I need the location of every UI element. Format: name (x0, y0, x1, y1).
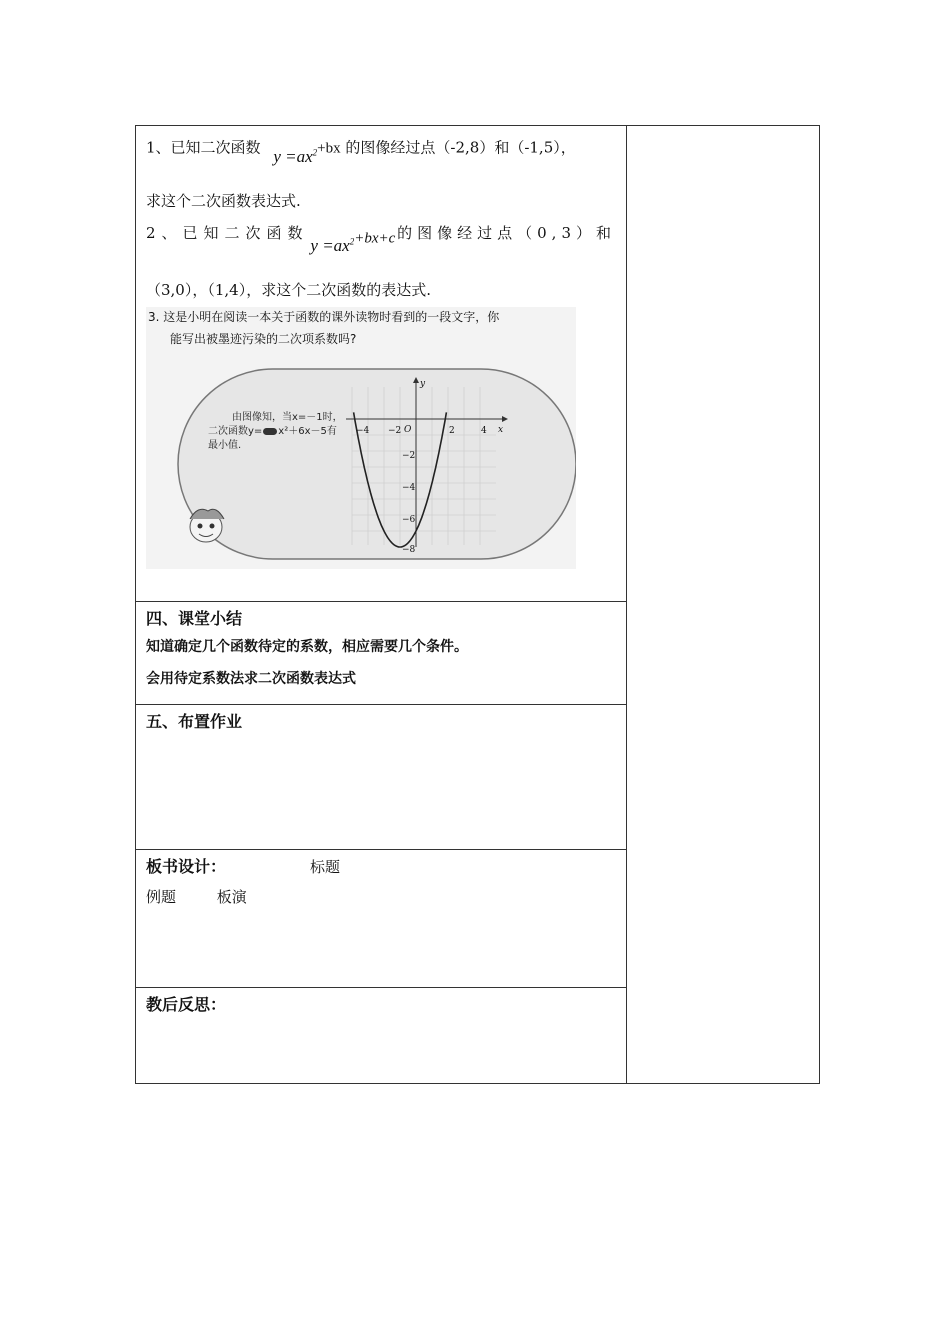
reflection-heading: 教后反思： (146, 995, 227, 1014)
rounded-panel (178, 369, 576, 559)
origin-label: O (404, 425, 412, 436)
board-design-cell (136, 850, 627, 988)
notes-column (627, 126, 820, 1084)
question-1-prefix: 1、已知二次函数 (146, 138, 261, 157)
question-2-line2: （3,0），（1,4），求这个二次函数的表达式. (146, 281, 431, 300)
lesson-plan-table (135, 125, 820, 1084)
x-axis-label: x (498, 425, 504, 436)
x-tick-label: 4 (481, 426, 487, 437)
reflection-cell (136, 988, 627, 1084)
board-design-row (146, 854, 616, 884)
y-tick-label: −8 (402, 545, 416, 556)
x-tick-label: −2 (388, 426, 402, 437)
y-tick-label: −4 (402, 483, 416, 494)
board-design-title: 标题 (310, 858, 341, 876)
question-1-formula-tail: +bx (317, 140, 341, 157)
question-3-figure (146, 307, 576, 569)
question-2-formula: $y =ax^2+bx+c$ (310, 230, 396, 256)
summary-cell (136, 602, 627, 705)
question-3-text-line2: 能写出被墨迹污染的二次项系数吗? (170, 332, 357, 347)
y-tick-label: −2 (402, 451, 416, 462)
board-example-label: 例题 (146, 888, 177, 906)
y-axis-label: y (420, 379, 426, 390)
question-2-prefix: 2、已知二次函数 (146, 223, 309, 242)
homework-heading: 五、布置作业 (146, 712, 243, 731)
bubble-line-2: 二次函数y= x²＋6x－5有 (208, 426, 337, 438)
summary-line-2: 会用待定系数法求二次函数表达式 (146, 671, 356, 687)
ink-blot (263, 428, 277, 435)
summary-line-1: 知道确定几个函数待定的系数，相应需要几个条件。 (146, 639, 468, 655)
exercises-cell (136, 126, 627, 602)
question-1 (146, 132, 616, 166)
x-tick-label: 2 (449, 426, 455, 437)
question-2-suffix: 的图像经过点（0,3）和 (397, 223, 616, 242)
x-tick-label: −4 (356, 426, 370, 437)
board-design-heading: 板书设计： (146, 857, 227, 876)
bubble-line-1: 由图像知，当x=－1时， (232, 412, 343, 424)
bubble-text (208, 411, 343, 453)
question-1-line2: 求这个二次函数表达式. (146, 191, 301, 210)
board-design-row-2 (146, 886, 616, 908)
question-3-text-line1: 3. 这是小明在阅读一本关于函数的课外读物时看到的一段文字，你 (148, 310, 500, 325)
question-1-suffix: 的图像经过点（-2,8）和（-1,5）， (345, 138, 576, 157)
y-tick-label: −6 (402, 515, 416, 526)
summary-heading: 四、课堂小结 (146, 609, 243, 628)
board-practice-label: 板演 (216, 888, 247, 906)
bubble-line-3: 最小值. (208, 440, 242, 452)
question-1-formula: $y =ax^2$ (273, 146, 318, 166)
homework-cell (136, 705, 627, 850)
question-2 (146, 222, 616, 256)
